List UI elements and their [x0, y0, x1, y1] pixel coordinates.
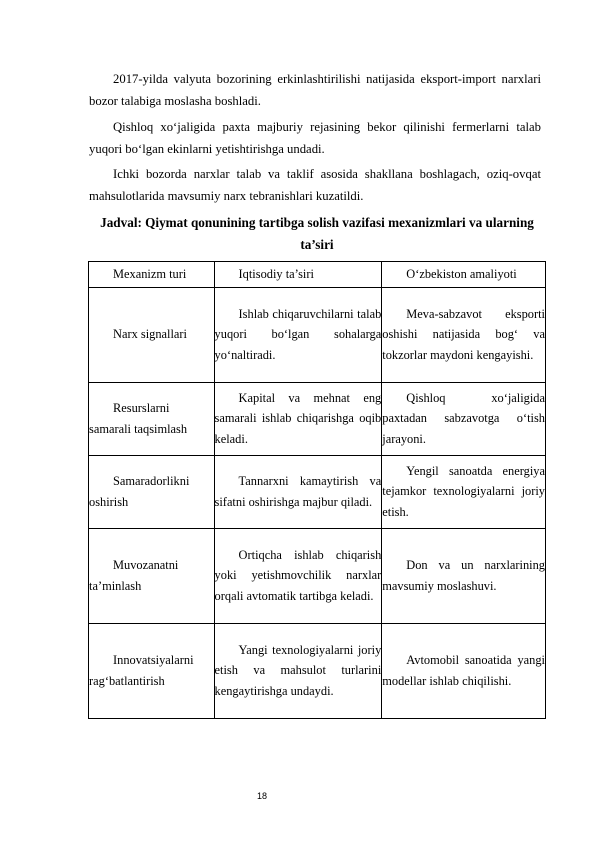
table-header-row — [89, 262, 546, 288]
paragraph-1: 2017-yilda valyuta bozorining erkinlashtirilishi natijasida eksport-import narxlari bozor talabiga moslasha boshladi. — [89, 72, 541, 108]
table-cell: Resurslarni samarali taqsimlash — [89, 382, 215, 455]
table-cell: Yangi texnologiyalarni joriy etish va mahsulot turlarini kengaytirishga undaydi. — [214, 623, 382, 718]
table-cell: Tannarxni kamaytirish va sifatni oshirishga majbur qiladi. — [214, 455, 382, 528]
table-cell: Meva-sabzavot eksporti oshishi natijasida bog‘ va tokzorlar maydoni kengayishi. — [382, 287, 546, 382]
table-cell: Ortiqcha ishlab chiqarish yoki yetishmovchilik narxlar orqali avtomatik tartibga keladi. — [214, 528, 382, 623]
paragraph-2: Qishloq xo‘jaligida paxta majburiy rejasining bekor qilinishi fermerlarni talab yuqori bo‘lgan ekinlarni yetishtirishga undadi. — [89, 120, 541, 156]
mechanisms-table — [88, 261, 546, 719]
header-economic-effect: Iqtisodiy ta’siri — [214, 262, 382, 288]
table-cell: Yengil sanoatda energiya tejamkor texnologiyalarni joriy etish. — [382, 455, 546, 528]
table-cell: Muvozanatni ta’minlash — [89, 528, 215, 623]
header-mechanism-type: Mexanizm turi — [89, 262, 215, 288]
paragraph-3: Ichki bozorda narxlar talab va taklif asosida shakllana boshlagach, oziq-ovqat mahsulotlarida mavsumiy narx tebranishlari kuzatildi. — [89, 167, 541, 203]
table-cell: Samaradorlikni oshirish — [89, 455, 215, 528]
header-uzbekistan-practice: O‘zbekiston amaliyoti — [382, 262, 546, 288]
table-row — [89, 623, 546, 718]
table-cell: Avtomobil sanoatida yangi modellar ishlab chiqilishi. — [382, 623, 546, 718]
table-cell: Don va un narxlarining mavsumiy moslashuvi. — [382, 528, 546, 623]
table-row — [89, 455, 546, 528]
table-cell: Ishlab chiqaruvchilarni talab yuqori bo‘lgan sohalarga yo‘naltiradi. — [214, 287, 382, 382]
table-row — [89, 382, 546, 455]
table-caption: Jadval: Qiymat qonunining tartibga solish vazifasi mexanizmlari va ularning ta’siri — [100, 215, 534, 252]
table-cell: Kapital va mehnat eng samarali ishlab chiqarishga oqib keladi. — [214, 382, 382, 455]
table-cell: Qishloq xo‘jaligida paxtadan sabzavotga o‘tish jarayoni. — [382, 382, 546, 455]
table-row — [89, 287, 546, 382]
page-number: 18 — [257, 791, 268, 801]
table-cell: Innovatsiyalarni rag‘batlantirish — [89, 623, 215, 718]
table-row — [89, 528, 546, 623]
table-cell: Narx signallari — [89, 287, 215, 382]
